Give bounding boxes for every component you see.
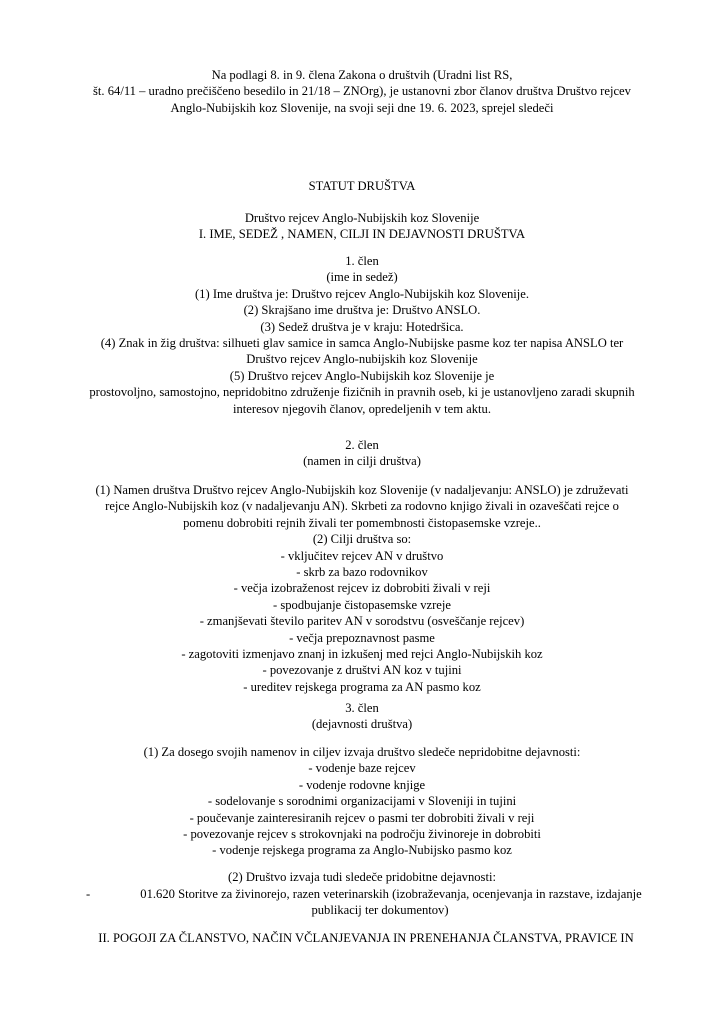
article-1-paragraph-1: (1) Ime društva je: Društvo rejcev Anglo-Nubijskih koz Slovenije. <box>194 286 530 301</box>
section-1-header <box>60 210 664 243</box>
article-3-subtitle: (dejavnosti društva) <box>311 717 413 732</box>
list-bullet: - <box>86 887 91 901</box>
section-1-heading: I. IME, SEDEŽ , NAMEN, CILJI IN DEJAVNOSTI DRUŠTVA <box>198 227 526 242</box>
goal-item: - skrb za bazo rodovnikov <box>296 565 428 580</box>
article-3-header <box>60 700 664 733</box>
paid-activity-line-2: publikacij ter dokumentov) <box>311 903 449 918</box>
article-3-paragraph-2-heading: (2) Društvo izvaja tudi sledeče pridobitne dejavnosti: <box>228 870 496 884</box>
article-2-header <box>60 437 664 470</box>
article-1-paragraph-3: (3) Sedež društva je v kraju: Hotedršica. <box>260 319 464 334</box>
article-3-body <box>60 744 664 859</box>
article-1 <box>60 253 664 417</box>
article-2-body <box>60 482 664 695</box>
goal-item: - večja prepoznavnost pasme <box>289 630 435 645</box>
article-1-number: 1. člen <box>345 254 379 268</box>
preamble <box>60 67 664 116</box>
article-1-subtitle: (ime in sedež) <box>326 270 398 285</box>
activity-item: - poučevanje zainteresiranih rejcev o pasmi ter dobrobiti živali v reji <box>189 810 535 825</box>
section-2-heading-block <box>66 930 666 946</box>
article-3-paragraph-2 <box>60 869 664 885</box>
paid-activity-text <box>86 886 674 919</box>
section-2-heading: II. POGOJI ZA ČLANSTVO, NAČIN VČLANJEVANJA IN PRENEHANJA ČLANSTVA, PRAVICE IN <box>98 931 634 945</box>
paid-activity-line-1: 01.620 Storitve za živinorejo, razen veterinarskih (izobraževanja, ocenjevanja in razstave, izdajanje <box>140 887 642 901</box>
article-1-paragraph-5-line-3: interesov njegovih članov, opredeljenih v tem aktu. <box>233 401 491 416</box>
article-2-paragraph-1-line-1: (1) Namen društva Društvo rejcev Anglo-Nubijskih koz Slovenije (v nadaljevanju: ANSLO) je združevati <box>95 483 629 497</box>
article-1-paragraph-4-line-2: Društvo rejcev Anglo-nubijskih koz Slovenije <box>246 352 478 367</box>
document-title: STATUT DRUŠTVA <box>308 179 416 193</box>
preamble-line-2: št. 64/11 – uradno prečiščeno besedilo in 21/18 – ZNOrg), je ustanovni zbor članov društva Društvo rejcev <box>93 84 631 99</box>
goal-item: - zagotoviti izmenjavo znanj in izkušenj med rejci Anglo-Nubijskih koz <box>181 647 543 662</box>
goal-item: - večja izobraženost rejcev iz dobrobiti živali v reji <box>233 581 491 596</box>
article-1-paragraph-4-line-1: (4) Znak in žig društva: silhueti glav samice in samca Anglo-Nubijske pasme koz ter napisa ANSLO ter <box>100 336 624 351</box>
article-1-paragraph-5-line-2: prostovoljno, samostojno, nepridobitno združenje fizičnih in pravnih oseb, ki je ustanovljeno zaradi skupnih <box>89 385 635 400</box>
article-2-number: 2. člen <box>345 438 379 452</box>
goal-item: - spodbujanje čistopasemske vzreje <box>272 597 451 612</box>
goal-item: - vključitev rejcev AN v društvo <box>280 548 444 563</box>
activity-item: - vodenje rejskega programa za Anglo-Nubijsko pasmo koz <box>212 843 512 858</box>
article-1-paragraph-2: (2) Skrajšano ime društva je: Društvo ANSLO. <box>243 303 481 318</box>
society-name: Društvo rejcev Anglo-Nubijskih koz Slovenije <box>244 211 480 225</box>
activity-item: - sodelovanje s sorodnimi organizacijami v Sloveniji in tujini <box>207 794 517 809</box>
activity-item: - povezovanje rejcev s strokovnjaki na področju živinoreje in dobrobiti <box>183 827 541 842</box>
activity-item: - vodenje rodovne knjige <box>298 777 426 792</box>
article-2-subtitle: (namen in cilji društva) <box>303 454 421 469</box>
preamble-line-1: Na podlagi 8. in 9. člena Zakona o društvih (Uradni list RS, <box>211 68 513 82</box>
article-1-paragraph-5-line-1: (5) Društvo rejcev Anglo-Nubijskih koz Slovenije je <box>229 368 495 383</box>
article-3-paragraph-1-heading: (1) Za dosego svojih namenov in ciljev izvaja društvo sledeče nepridobitne dejavnosti: <box>143 745 581 759</box>
activity-item: - vodenje baze rejcev <box>308 761 416 776</box>
article-3-number: 3. člen <box>345 701 379 715</box>
goal-item: - ureditev rejskega programa za AN pasmo koz <box>243 679 481 694</box>
preamble-line-3: Anglo-Nubijskih koz Slovenije, na svoji seji dne 19. 6. 2023, sprejel sledeči <box>170 100 554 115</box>
document-title-block <box>60 178 664 194</box>
article-2-paragraph-1-line-3: pomenu dobrobiti rejnih živali ter pomembnosti čistopasemske vzreje.. <box>183 515 541 530</box>
article-2-goals-heading: (2) Cilji društva so: <box>312 532 412 547</box>
goal-item: - zmanjševati število paritev AN v sorodstvu (osveščanje rejcev) <box>199 614 525 629</box>
article-2-paragraph-1-line-2: rejce Anglo-Nubijskih koz (v nadaljevanju AN). Skrbeti za rodovno knjigo živali in ozaveščati rejce o <box>105 499 619 514</box>
goal-item: - povezovanje z društvi AN koz v tujini <box>262 663 462 678</box>
